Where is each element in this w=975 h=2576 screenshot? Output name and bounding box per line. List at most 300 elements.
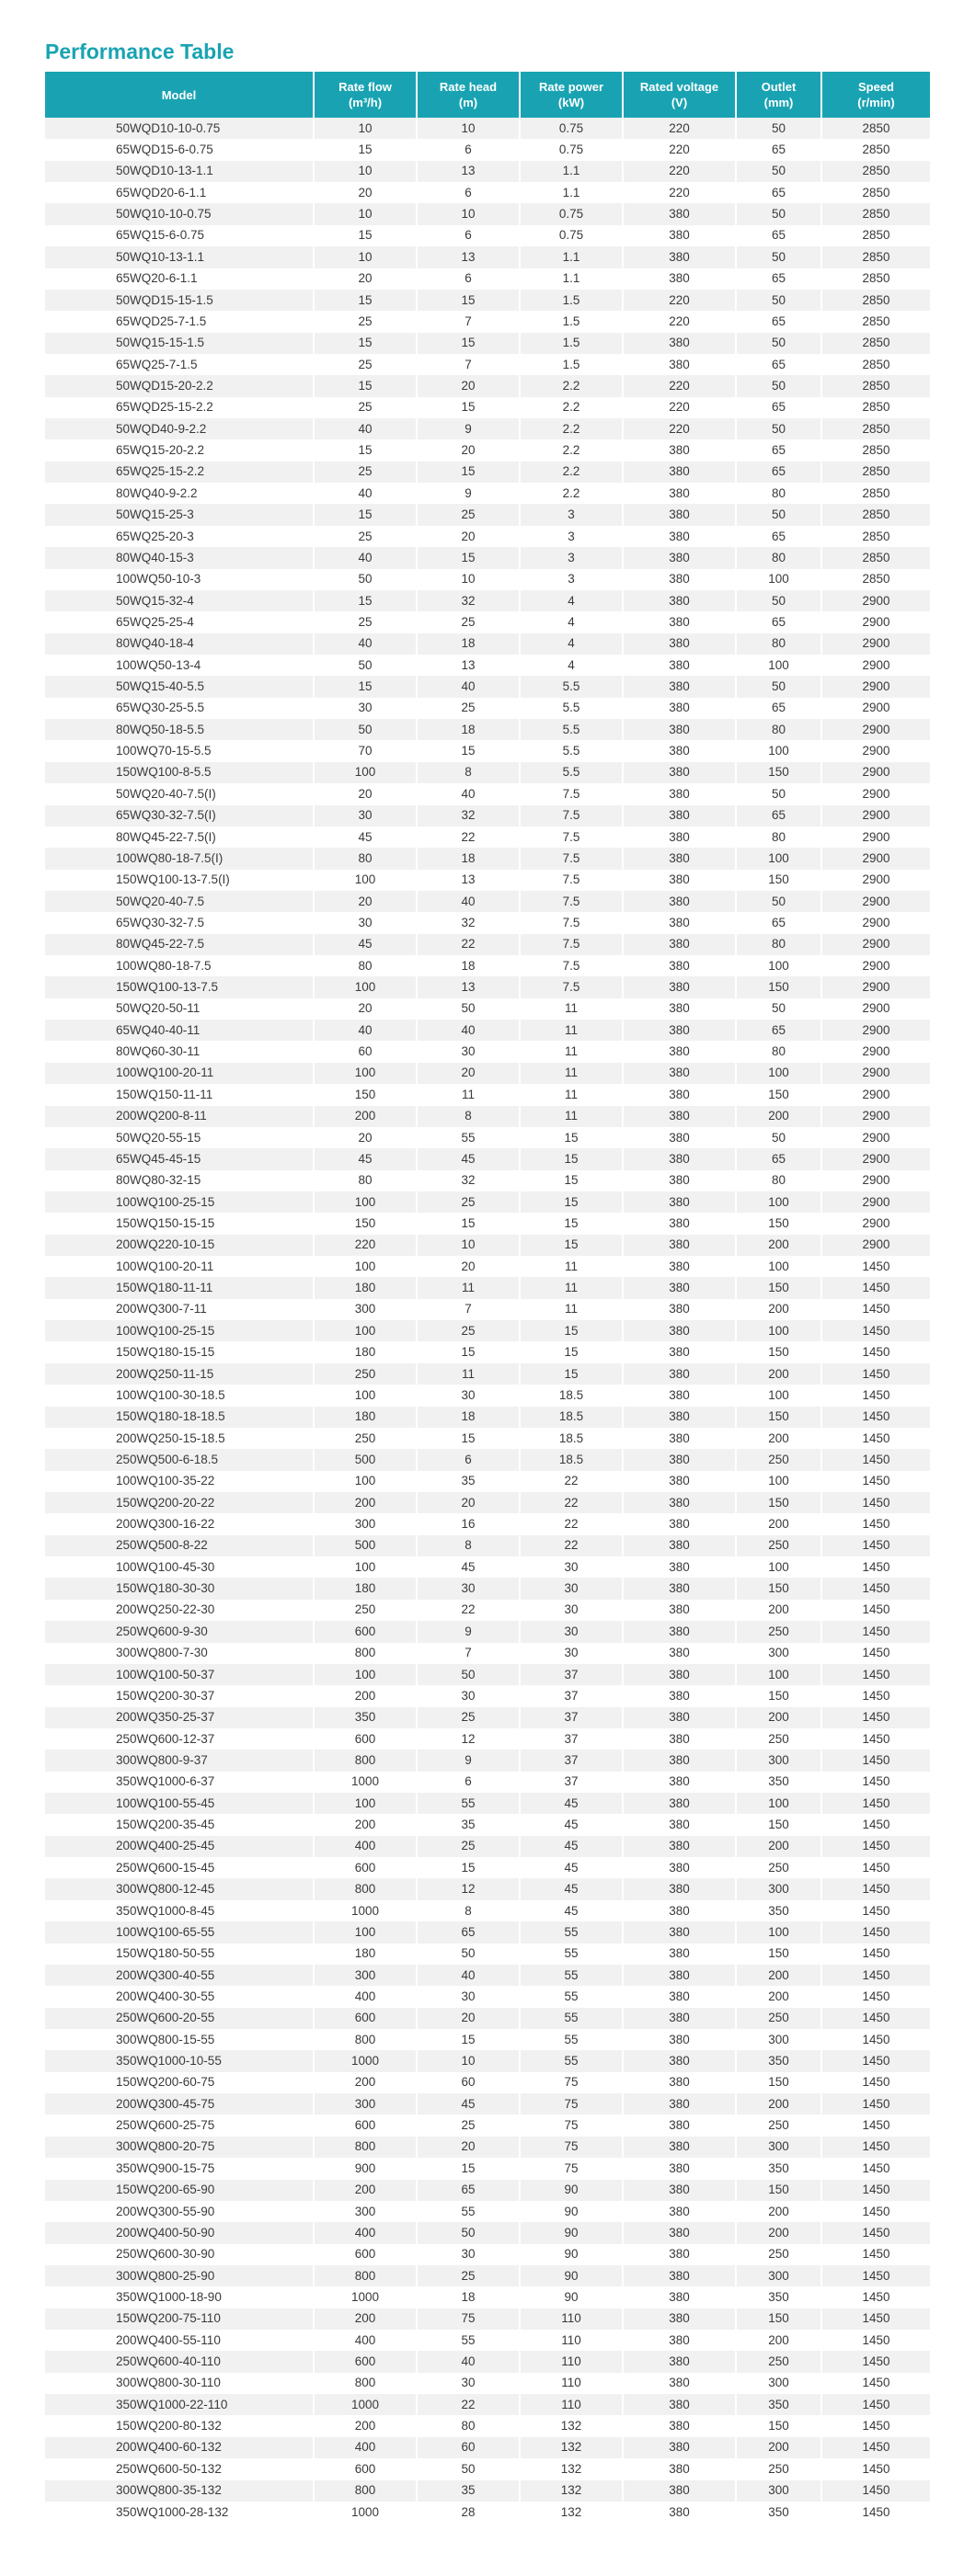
head-cell: 8 xyxy=(416,1535,519,1556)
head-cell: 13 xyxy=(416,870,519,891)
model-cell: 150WQ200-65-90 xyxy=(45,2180,313,2201)
flow-cell: 20 xyxy=(313,1127,416,1148)
model-cell: 250WQ600-50-132 xyxy=(45,2458,313,2479)
table-row xyxy=(45,783,930,804)
speed-cell: 2900 xyxy=(820,633,930,655)
head-cell: 10 xyxy=(416,569,519,590)
model-cell: 250WQ600-40-110 xyxy=(45,2351,313,2372)
table-row xyxy=(45,1814,930,1835)
speed-cell: 1450 xyxy=(820,1921,930,1943)
head-cell: 20 xyxy=(416,1256,519,1277)
power-cell: 37 xyxy=(519,1664,622,1685)
voltage-cell: 380 xyxy=(622,1943,735,1965)
model-cell: 150WQ150-15-15 xyxy=(45,1213,313,1234)
table-row xyxy=(45,1900,930,1921)
table-row xyxy=(45,698,930,719)
power-cell: 37 xyxy=(519,1707,622,1728)
table-row xyxy=(45,1020,930,1041)
flow-cell: 180 xyxy=(313,1341,416,1362)
power-cell: 3 xyxy=(519,526,622,547)
head-cell: 35 xyxy=(416,1814,519,1835)
table-row xyxy=(45,826,930,848)
head-cell: 40 xyxy=(416,1020,519,1041)
voltage-cell: 380 xyxy=(622,547,735,568)
model-cell: 50WQ10-10-0.75 xyxy=(45,203,313,224)
head-cell: 60 xyxy=(416,2437,519,2458)
model-cell: 100WQ100-65-55 xyxy=(45,1921,313,1943)
column-header-outlet xyxy=(735,72,820,118)
power-cell: 11 xyxy=(519,1041,622,1062)
table-row xyxy=(45,1965,930,1986)
power-cell: 2.2 xyxy=(519,483,622,504)
speed-cell: 1450 xyxy=(820,1664,930,1685)
flow-cell: 50 xyxy=(313,569,416,590)
speed-cell: 1450 xyxy=(820,2415,930,2436)
power-cell: 3 xyxy=(519,569,622,590)
model-cell: 300WQ800-25-90 xyxy=(45,2265,313,2286)
power-cell: 45 xyxy=(519,1814,622,1835)
outlet-cell: 65 xyxy=(735,139,820,160)
table-row xyxy=(45,290,930,311)
outlet-cell: 50 xyxy=(735,891,820,912)
speed-cell: 1450 xyxy=(820,1535,930,1556)
table-row xyxy=(45,397,930,418)
model-cell: 100WQ70-15-5.5 xyxy=(45,740,313,761)
model-cell: 100WQ80-18-7.5(I) xyxy=(45,848,313,869)
power-cell: 110 xyxy=(519,2330,622,2351)
voltage-cell: 380 xyxy=(622,1299,735,1320)
head-cell: 15 xyxy=(416,290,519,311)
outlet-cell: 50 xyxy=(735,118,820,139)
head-cell: 50 xyxy=(416,2222,519,2243)
outlet-cell: 150 xyxy=(735,1084,820,1105)
flow-cell: 25 xyxy=(313,354,416,375)
head-cell: 8 xyxy=(416,1900,519,1921)
flow-cell: 80 xyxy=(313,955,416,976)
speed-cell: 1450 xyxy=(820,2222,930,2243)
model-cell: 150WQ100-13-7.5(I) xyxy=(45,870,313,891)
speed-cell: 2900 xyxy=(820,590,930,611)
voltage-cell: 380 xyxy=(622,590,735,611)
outlet-cell: 65 xyxy=(735,1020,820,1041)
outlet-cell: 250 xyxy=(735,1449,820,1470)
table-row xyxy=(45,1707,930,1728)
flow-cell: 600 xyxy=(313,1857,416,1878)
voltage-cell: 380 xyxy=(622,719,735,740)
flow-cell: 1000 xyxy=(313,1900,416,1921)
head-cell: 32 xyxy=(416,805,519,826)
voltage-cell: 380 xyxy=(622,1170,735,1191)
power-cell: 11 xyxy=(519,1106,622,1127)
outlet-cell: 200 xyxy=(735,1836,820,1857)
table-row xyxy=(45,1213,930,1234)
head-cell: 65 xyxy=(416,1921,519,1943)
flow-cell: 15 xyxy=(313,504,416,525)
head-cell: 55 xyxy=(416,2330,519,2351)
model-cell: 65WQD25-15-2.2 xyxy=(45,397,313,418)
column-header-label: Rate head xyxy=(439,80,498,94)
model-cell: 250WQ600-9-30 xyxy=(45,1621,313,1642)
column-header-model xyxy=(45,72,313,118)
head-cell: 18 xyxy=(416,1407,519,1428)
outlet-cell: 200 xyxy=(735,1428,820,1449)
model-cell: 65WQ20-6-1.1 xyxy=(45,268,313,290)
speed-cell: 2850 xyxy=(820,354,930,375)
model-cell: 65WQD20-6-1.1 xyxy=(45,182,313,203)
flow-cell: 200 xyxy=(313,2072,416,2093)
model-cell: 80WQ80-32-15 xyxy=(45,1170,313,1191)
speed-cell: 1450 xyxy=(820,1793,930,1814)
speed-cell: 2900 xyxy=(820,848,930,869)
table-row xyxy=(45,1341,930,1362)
table-row xyxy=(45,1621,930,1642)
column-header-unit: (mm) xyxy=(763,96,794,109)
model-cell: 200WQ250-11-15 xyxy=(45,1363,313,1385)
model-cell: 65WQ30-32-7.5(I) xyxy=(45,805,313,826)
speed-cell: 1450 xyxy=(820,2351,930,2372)
column-header-label: Rate power xyxy=(538,80,604,94)
head-cell: 13 xyxy=(416,246,519,268)
model-cell: 200WQ300-40-55 xyxy=(45,1965,313,1986)
head-cell: 11 xyxy=(416,1363,519,1385)
flow-cell: 800 xyxy=(313,2480,416,2502)
flow-cell: 100 xyxy=(313,1063,416,1084)
power-cell: 18.5 xyxy=(519,1407,622,1428)
model-cell: 80WQ60-30-11 xyxy=(45,1041,313,1062)
model-cell: 65WQ15-20-2.2 xyxy=(45,439,313,461)
power-cell: 37 xyxy=(519,1685,622,1706)
table-row xyxy=(45,1750,930,1771)
voltage-cell: 380 xyxy=(622,1213,735,1234)
speed-cell: 1450 xyxy=(820,2373,930,2394)
power-cell: 18.5 xyxy=(519,1449,622,1470)
flow-cell: 400 xyxy=(313,2330,416,2351)
voltage-cell: 380 xyxy=(622,1041,735,1062)
speed-cell: 1450 xyxy=(820,1685,930,1706)
outlet-cell: 350 xyxy=(735,2158,820,2179)
model-cell: 250WQ500-6-18.5 xyxy=(45,1449,313,1470)
power-cell: 37 xyxy=(519,1728,622,1750)
table-row xyxy=(45,1385,930,1406)
flow-cell: 600 xyxy=(313,1728,416,1750)
table-row xyxy=(45,182,930,203)
head-cell: 40 xyxy=(416,783,519,804)
speed-cell: 2850 xyxy=(820,418,930,439)
head-cell: 6 xyxy=(416,1449,519,1470)
flow-cell: 180 xyxy=(313,1407,416,1428)
outlet-cell: 100 xyxy=(735,740,820,761)
model-cell: 300WQ800-35-132 xyxy=(45,2480,313,2502)
speed-cell: 2900 xyxy=(820,1170,930,1191)
model-cell: 100WQ50-10-3 xyxy=(45,569,313,590)
table-row xyxy=(45,1836,930,1857)
model-cell: 65WQ25-25-4 xyxy=(45,611,313,633)
outlet-cell: 50 xyxy=(735,676,820,697)
head-cell: 13 xyxy=(416,655,519,676)
head-cell: 15 xyxy=(416,1428,519,1449)
table-row xyxy=(45,2093,930,2114)
power-cell: 7.5 xyxy=(519,870,622,891)
power-cell: 18.5 xyxy=(519,1428,622,1449)
model-cell: 200WQ300-55-90 xyxy=(45,2201,313,2222)
outlet-cell: 80 xyxy=(735,1041,820,1062)
flow-cell: 100 xyxy=(313,1921,416,1943)
flow-cell: 10 xyxy=(313,161,416,182)
outlet-cell: 150 xyxy=(735,870,820,891)
speed-cell: 1450 xyxy=(820,2072,930,2093)
voltage-cell: 380 xyxy=(622,483,735,504)
column-header-unit: (V) xyxy=(671,96,688,109)
voltage-cell: 380 xyxy=(622,268,735,290)
table-row xyxy=(45,870,930,891)
outlet-cell: 100 xyxy=(735,1385,820,1406)
speed-cell: 2850 xyxy=(820,118,930,139)
voltage-cell: 380 xyxy=(622,2480,735,2502)
power-cell: 5.5 xyxy=(519,740,622,761)
power-cell: 110 xyxy=(519,2308,622,2330)
flow-cell: 300 xyxy=(313,1513,416,1534)
outlet-cell: 300 xyxy=(735,1878,820,1899)
voltage-cell: 380 xyxy=(622,934,735,955)
model-cell: 200WQ220-10-15 xyxy=(45,1235,313,1256)
table-row xyxy=(45,1407,930,1428)
power-cell: 30 xyxy=(519,1600,622,1621)
head-cell: 25 xyxy=(416,504,519,525)
speed-cell: 1450 xyxy=(820,1556,930,1578)
model-cell: 150WQ100-8-5.5 xyxy=(45,762,313,783)
speed-cell: 2850 xyxy=(820,311,930,332)
table-row xyxy=(45,955,930,976)
power-cell: 55 xyxy=(519,2008,622,2029)
head-cell: 18 xyxy=(416,848,519,869)
power-cell: 7.5 xyxy=(519,805,622,826)
voltage-cell: 380 xyxy=(622,1793,735,1814)
voltage-cell: 380 xyxy=(622,1621,735,1642)
head-cell: 6 xyxy=(416,139,519,160)
voltage-cell: 380 xyxy=(622,2137,735,2158)
model-cell: 300WQ800-15-55 xyxy=(45,2029,313,2050)
model-cell: 350WQ1000-10-55 xyxy=(45,2050,313,2071)
voltage-cell: 380 xyxy=(622,2286,735,2308)
model-cell: 50WQ15-32-4 xyxy=(45,590,313,611)
speed-cell: 2850 xyxy=(820,547,930,568)
power-cell: 7.5 xyxy=(519,848,622,869)
head-cell: 20 xyxy=(416,375,519,396)
voltage-cell: 380 xyxy=(622,1471,735,1492)
power-cell: 1.5 xyxy=(519,311,622,332)
table-row xyxy=(45,934,930,955)
speed-cell: 1450 xyxy=(820,1299,930,1320)
flow-cell: 300 xyxy=(313,1299,416,1320)
head-cell: 22 xyxy=(416,2394,519,2415)
table-row xyxy=(45,1235,930,1256)
outlet-cell: 150 xyxy=(735,1814,820,1835)
model-cell: 65WQ15-6-0.75 xyxy=(45,225,313,246)
speed-cell: 1450 xyxy=(820,2330,930,2351)
outlet-cell: 200 xyxy=(735,1965,820,1986)
flow-cell: 45 xyxy=(313,826,416,848)
outlet-cell: 300 xyxy=(735,1750,820,1771)
outlet-cell: 65 xyxy=(735,225,820,246)
flow-cell: 200 xyxy=(313,2308,416,2330)
model-cell: 65WQ25-20-3 xyxy=(45,526,313,547)
head-cell: 30 xyxy=(416,1385,519,1406)
outlet-cell: 100 xyxy=(735,1556,820,1578)
table-row xyxy=(45,1063,930,1084)
speed-cell: 1450 xyxy=(820,1750,930,1771)
flow-cell: 25 xyxy=(313,397,416,418)
table-row xyxy=(45,161,930,182)
model-cell: 250WQ500-8-22 xyxy=(45,1535,313,1556)
head-cell: 30 xyxy=(416,1578,519,1599)
power-cell: 5.5 xyxy=(519,719,622,740)
speed-cell: 2900 xyxy=(820,1213,930,1234)
speed-cell: 1450 xyxy=(820,2458,930,2479)
power-cell: 110 xyxy=(519,2351,622,2372)
speed-cell: 1450 xyxy=(820,2029,930,2050)
outlet-cell: 100 xyxy=(735,569,820,590)
flow-cell: 10 xyxy=(313,246,416,268)
table-row xyxy=(45,1556,930,1578)
speed-cell: 2850 xyxy=(820,375,930,396)
model-cell: 200WQ250-15-18.5 xyxy=(45,1428,313,1449)
outlet-cell: 100 xyxy=(735,1793,820,1814)
table-row xyxy=(45,354,930,375)
table-row xyxy=(45,2458,930,2479)
model-cell: 50WQ15-15-1.5 xyxy=(45,333,313,354)
flow-cell: 15 xyxy=(313,290,416,311)
head-cell: 25 xyxy=(416,611,519,633)
model-cell: 65WQ25-7-1.5 xyxy=(45,354,313,375)
head-cell: 65 xyxy=(416,2180,519,2201)
outlet-cell: 250 xyxy=(735,2244,820,2265)
table-row xyxy=(45,462,930,483)
table-row xyxy=(45,439,930,461)
head-cell: 30 xyxy=(416,1041,519,1062)
model-cell: 300WQ800-30-110 xyxy=(45,2373,313,2394)
power-cell: 11 xyxy=(519,1063,622,1084)
outlet-cell: 250 xyxy=(735,1621,820,1642)
model-cell: 50WQD10-10-0.75 xyxy=(45,118,313,139)
table-row xyxy=(45,139,930,160)
outlet-cell: 65 xyxy=(735,805,820,826)
flow-cell: 1000 xyxy=(313,2502,416,2523)
outlet-cell: 200 xyxy=(735,1986,820,2007)
power-cell: 5.5 xyxy=(519,698,622,719)
head-cell: 15 xyxy=(416,1341,519,1362)
speed-cell: 1450 xyxy=(820,2008,930,2029)
table-row xyxy=(45,611,930,633)
outlet-cell: 350 xyxy=(735,2050,820,2071)
head-cell: 50 xyxy=(416,1943,519,1965)
speed-cell: 2850 xyxy=(820,182,930,203)
table-row xyxy=(45,1857,930,1878)
table-row xyxy=(45,1320,930,1341)
head-cell: 15 xyxy=(416,2158,519,2179)
head-cell: 20 xyxy=(416,1063,519,1084)
power-cell: 15 xyxy=(519,1235,622,1256)
power-cell: 0.75 xyxy=(519,225,622,246)
voltage-cell: 380 xyxy=(622,2502,735,2523)
voltage-cell: 380 xyxy=(622,1772,735,1793)
flow-cell: 40 xyxy=(313,1020,416,1041)
flow-cell: 100 xyxy=(313,1556,416,1578)
table-row xyxy=(45,118,930,139)
head-cell: 13 xyxy=(416,976,519,997)
performance-table xyxy=(45,72,930,2523)
outlet-cell: 65 xyxy=(735,526,820,547)
flow-cell: 30 xyxy=(313,912,416,933)
power-cell: 45 xyxy=(519,1900,622,1921)
power-cell: 3 xyxy=(519,504,622,525)
table-row xyxy=(45,333,930,354)
flow-cell: 60 xyxy=(313,1041,416,1062)
head-cell: 9 xyxy=(416,483,519,504)
model-cell: 50WQD40-9-2.2 xyxy=(45,418,313,439)
model-cell: 200WQ300-16-22 xyxy=(45,1513,313,1534)
table-row xyxy=(45,1277,930,1298)
head-cell: 50 xyxy=(416,1664,519,1685)
outlet-cell: 150 xyxy=(735,2072,820,2093)
table-row xyxy=(45,246,930,268)
flow-cell: 180 xyxy=(313,1943,416,1965)
power-cell: 7.5 xyxy=(519,912,622,933)
outlet-cell: 150 xyxy=(735,1341,820,1362)
voltage-cell: 380 xyxy=(622,439,735,461)
speed-cell: 1450 xyxy=(820,1256,930,1277)
speed-cell: 1450 xyxy=(820,1878,930,1899)
model-cell: 100WQ100-45-30 xyxy=(45,1556,313,1578)
head-cell: 8 xyxy=(416,1106,519,1127)
model-cell: 350WQ1000-6-37 xyxy=(45,1772,313,1793)
speed-cell: 1450 xyxy=(820,1986,930,2007)
flow-cell: 45 xyxy=(313,1148,416,1169)
column-header-label: Rate flow xyxy=(338,80,392,94)
outlet-cell: 50 xyxy=(735,418,820,439)
head-cell: 20 xyxy=(416,526,519,547)
head-cell: 6 xyxy=(416,268,519,290)
voltage-cell: 380 xyxy=(622,1020,735,1041)
outlet-cell: 50 xyxy=(735,203,820,224)
flow-cell: 10 xyxy=(313,203,416,224)
voltage-cell: 380 xyxy=(622,2222,735,2243)
column-header-label: Outlet xyxy=(761,80,797,94)
column-header-unit: (m³/h) xyxy=(348,96,383,109)
table-row xyxy=(45,1878,930,1899)
power-cell: 3 xyxy=(519,547,622,568)
flow-cell: 100 xyxy=(313,1385,416,1406)
speed-cell: 2900 xyxy=(820,1148,930,1169)
power-cell: 30 xyxy=(519,1578,622,1599)
voltage-cell: 380 xyxy=(622,1428,735,1449)
model-cell: 150WQ180-11-11 xyxy=(45,1277,313,1298)
power-cell: 90 xyxy=(519,2265,622,2286)
table-row xyxy=(45,2072,930,2093)
voltage-cell: 380 xyxy=(622,2265,735,2286)
model-cell: 200WQ250-22-30 xyxy=(45,1600,313,1621)
table-row xyxy=(45,2158,930,2179)
speed-cell: 1450 xyxy=(820,1449,930,1470)
outlet-cell: 65 xyxy=(735,439,820,461)
table-row xyxy=(45,483,930,504)
power-cell: 4 xyxy=(519,590,622,611)
flow-cell: 15 xyxy=(313,139,416,160)
table-row xyxy=(45,805,930,826)
table-row xyxy=(45,2244,930,2265)
head-cell: 20 xyxy=(416,1492,519,1513)
head-cell: 40 xyxy=(416,2351,519,2372)
power-cell: 22 xyxy=(519,1535,622,1556)
